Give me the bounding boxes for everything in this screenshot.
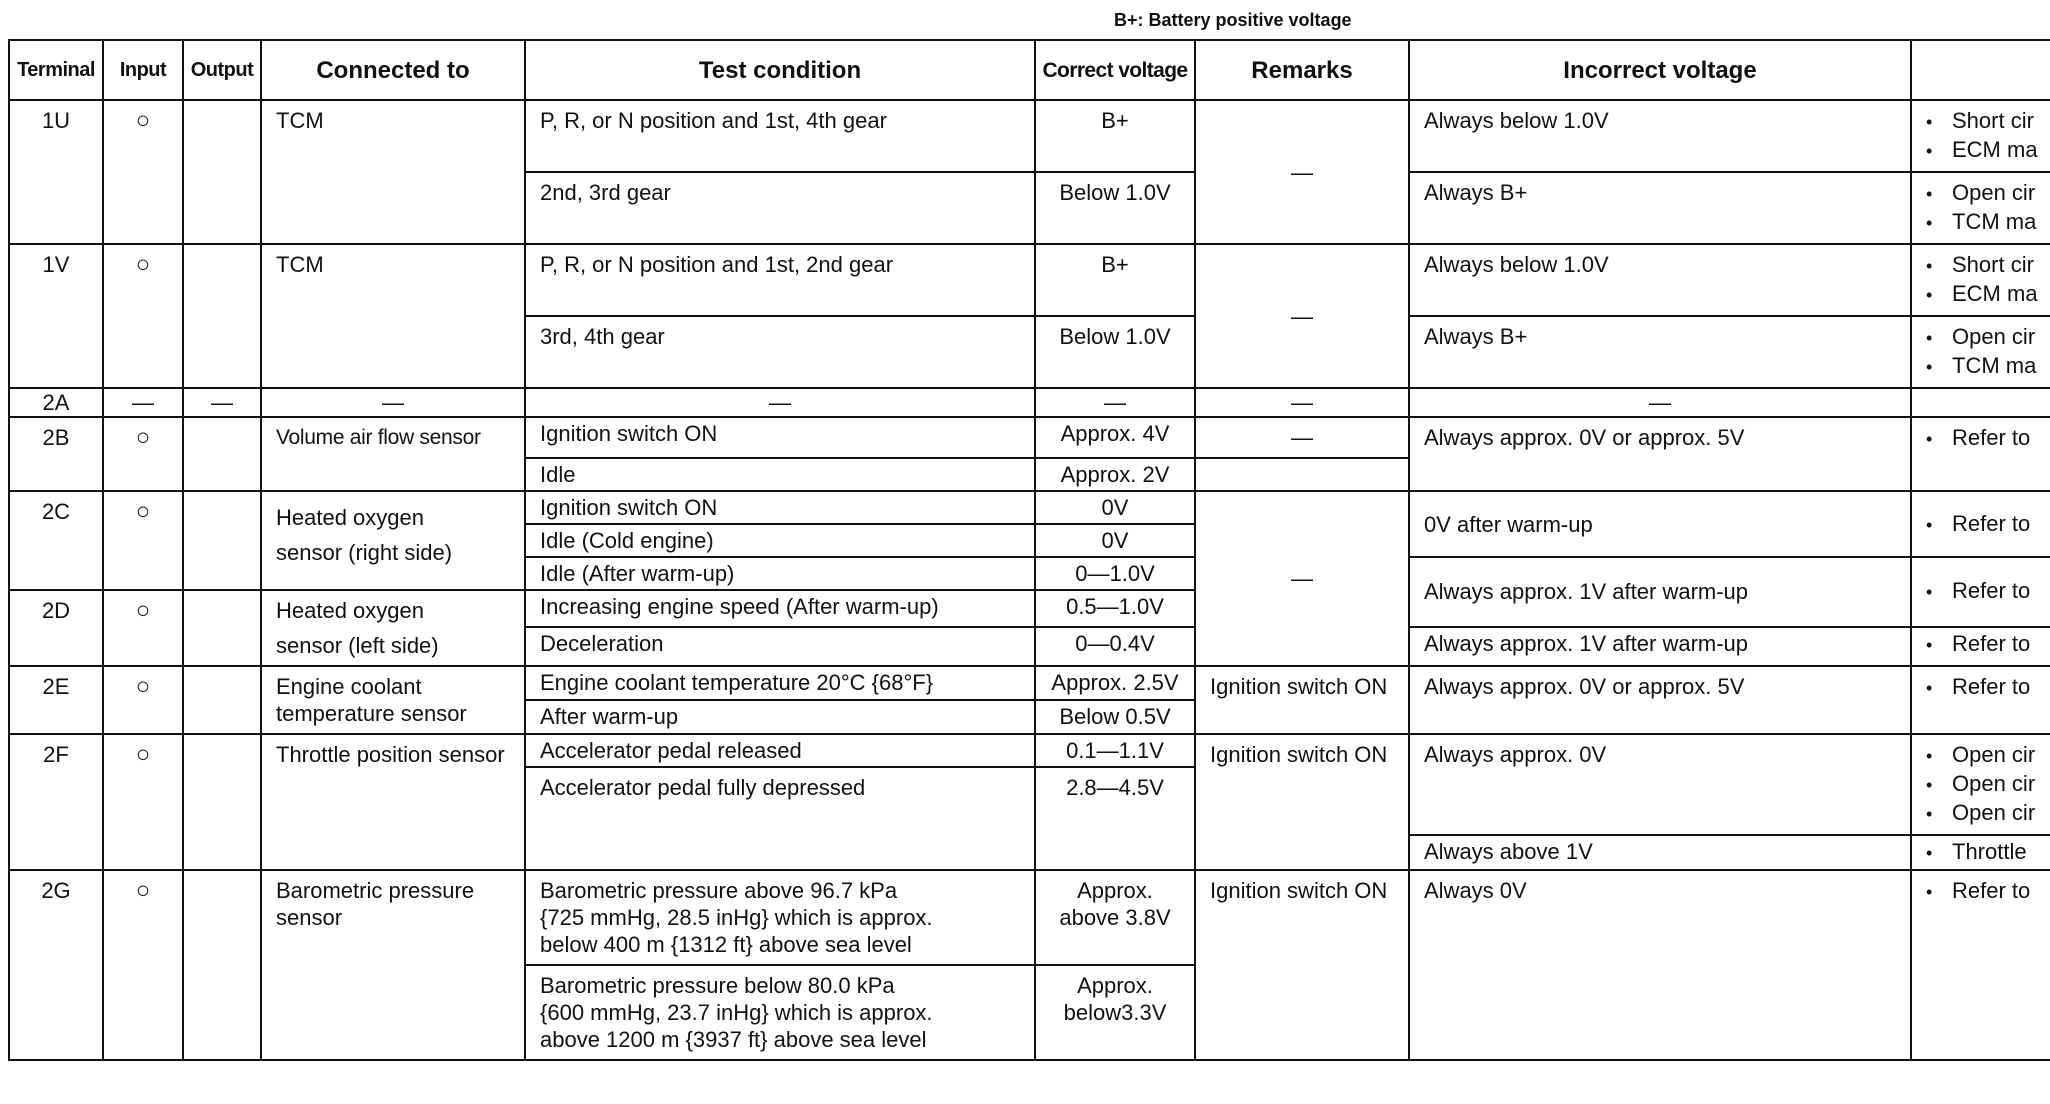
cause-item: • Open cir: [1926, 770, 2039, 799]
correct-voltage-cell: Approx. 2.5V: [1035, 666, 1195, 700]
correct-voltage-cell: 0—0.4V: [1035, 627, 1195, 666]
remarks-cell: Ignition switch ON: [1195, 870, 1409, 1060]
cause-cell: [1911, 388, 2050, 417]
header-row: [9, 40, 2050, 100]
condition-line: {725 mmHg, 28.5 inHg} which is approx.: [540, 905, 933, 930]
cause-item: • ECM ma: [1926, 136, 2039, 165]
remarks-cell: —: [1195, 100, 1409, 244]
incorrect-voltage-cell: Always below 1.0V: [1409, 100, 1911, 172]
test-condition-cell: P, R, or N position and 1st, 2nd gear: [525, 244, 1035, 316]
correct-voltage-cell: Approx. 4V: [1035, 417, 1195, 458]
connected-to-cell: Barometric pressure sensor: [261, 870, 525, 1060]
terminal-cell: 2D: [9, 590, 103, 666]
input-mark: ○: [103, 734, 183, 870]
incorrect-voltage-cell: 0V after warm-up: [1409, 491, 1911, 557]
correct-voltage-cell: 0.5—1.0V: [1035, 590, 1195, 627]
test-condition-cell: Increasing engine speed (After warm-up): [525, 590, 1035, 627]
test-condition-cell: P, R, or N position and 1st, 4th gear: [525, 100, 1035, 172]
correct-voltage-cell: 0V: [1035, 524, 1195, 557]
correct-voltage-cell: 0.1—1.1V: [1035, 734, 1195, 767]
connected-to-line: sensor (left side): [276, 633, 439, 658]
correct-voltage-cell: Below 1.0V: [1035, 316, 1195, 388]
connected-to-cell: Throttle position sensor: [261, 734, 525, 870]
cause-cell: [1911, 491, 2050, 557]
cause-cell: [1911, 557, 2050, 627]
cause-item: • Refer to: [1926, 424, 2039, 453]
cause-cell: [1911, 835, 2050, 870]
incorrect-voltage-cell: Always above 1V: [1409, 835, 1911, 870]
table-row: [9, 244, 2050, 316]
cause-cell: [1911, 417, 2050, 491]
col-correct-voltage: Correct voltage: [1035, 40, 1195, 100]
terminal-cell: 2A: [9, 388, 103, 417]
cause-item: • Open cir: [1926, 179, 2039, 208]
test-condition-cell: After warm-up: [525, 700, 1035, 734]
remarks-cell: —: [1195, 388, 1409, 417]
incorrect-voltage-cell: Always B+: [1409, 316, 1911, 388]
test-condition-cell: [525, 870, 1035, 965]
col-cause: [1911, 40, 2050, 100]
remarks-cell: —: [1195, 244, 1409, 388]
connected-to-cell: [261, 590, 525, 666]
terminal-cell: 2C: [9, 491, 103, 590]
condition-line: below 400 m {1312 ft} above sea level: [540, 932, 912, 957]
voltage-line: Approx.: [1077, 973, 1153, 998]
terminal-cell: 1V: [9, 244, 103, 388]
col-incorrect-voltage: Incorrect voltage: [1409, 40, 1911, 100]
remarks-cell: Ignition switch ON: [1195, 734, 1409, 870]
correct-voltage-cell: Approx. 2V: [1035, 458, 1195, 491]
cause-item: • TCM ma: [1926, 208, 2039, 237]
test-condition-cell: Deceleration: [525, 627, 1035, 666]
col-connected-to: Connected to: [261, 40, 525, 100]
condition-line: Barometric pressure above 96.7 kPa: [540, 878, 898, 903]
col-input: Input: [103, 40, 183, 100]
connected-to-cell: TCM: [261, 100, 525, 244]
cause-cell: [1911, 172, 2050, 244]
correct-voltage-cell: B+: [1035, 244, 1195, 316]
incorrect-voltage-cell: Always approx. 1V after warm-up: [1409, 557, 1911, 627]
table-row: [9, 491, 2050, 524]
incorrect-voltage-cell: Always approx. 0V or approx. 5V: [1409, 417, 1911, 491]
incorrect-voltage-cell: Always below 1.0V: [1409, 244, 1911, 316]
voltage-line: above 3.8V: [1059, 905, 1171, 930]
cause-item: • Refer to: [1926, 510, 2039, 539]
input-mark: ○: [103, 666, 183, 734]
test-condition-cell: Idle (After warm-up): [525, 557, 1035, 590]
terminal-cell: 1U: [9, 100, 103, 244]
output-mark: [183, 491, 261, 590]
table-row: [9, 734, 2050, 767]
test-condition-cell: Engine coolant temperature 20°C {68°F}: [525, 666, 1035, 700]
correct-voltage-cell: [1035, 965, 1195, 1060]
terminal-cell: 2G: [9, 870, 103, 1060]
test-condition-cell: Ignition switch ON: [525, 417, 1035, 458]
cause-cell: [1911, 734, 2050, 835]
input-mark: —: [103, 388, 183, 417]
remarks-cell: [1195, 458, 1409, 491]
cause-cell: [1911, 666, 2050, 734]
table-row: [9, 870, 2050, 965]
table-row: [9, 417, 2050, 458]
col-output: Output: [183, 40, 261, 100]
test-condition-cell: Ignition switch ON: [525, 491, 1035, 524]
cause-item: • Open cir: [1926, 799, 2039, 828]
test-condition-cell: Idle: [525, 458, 1035, 491]
battery-voltage-note: B+: Battery positive voltage: [1114, 10, 1352, 30]
test-condition-cell: 3rd, 4th gear: [525, 316, 1035, 388]
input-mark: ○: [103, 417, 183, 491]
cause-item: • ECM ma: [1926, 280, 2039, 309]
correct-voltage-cell: B+: [1035, 100, 1195, 172]
cause-item: • Throttle: [1926, 838, 2039, 867]
terminal-cell: 2F: [9, 734, 103, 870]
cause-item: • Short cir: [1926, 107, 2039, 136]
test-condition-cell: —: [525, 388, 1035, 417]
test-condition-cell: Accelerator pedal released: [525, 734, 1035, 767]
test-condition-cell: [525, 965, 1035, 1060]
test-condition-cell: Idle (Cold engine): [525, 524, 1035, 557]
correct-voltage-cell: Below 1.0V: [1035, 172, 1195, 244]
connected-to-cell: Volume air flow sensor: [261, 417, 525, 491]
incorrect-voltage-cell: Always 0V: [1409, 870, 1911, 1060]
voltage-line: Approx.: [1077, 878, 1153, 903]
output-mark: [183, 666, 261, 734]
cause-item: • Refer to: [1926, 673, 2039, 702]
cause-cell: [1911, 316, 2050, 388]
condition-line: {600 mmHg, 23.7 inHg} which is approx.: [540, 1000, 933, 1025]
connected-to-cell: Engine coolant temperature sensor: [261, 666, 525, 734]
correct-voltage-cell: 0—1.0V: [1035, 557, 1195, 590]
output-mark: [183, 590, 261, 666]
table-row: [9, 100, 2050, 172]
col-test-condition: Test condition: [525, 40, 1035, 100]
connected-to-cell: —: [261, 388, 525, 417]
correct-voltage-cell: —: [1035, 388, 1195, 417]
cause-cell: [1911, 870, 2050, 1060]
voltage-line: below3.3V: [1063, 1000, 1167, 1025]
col-remarks: Remarks: [1195, 40, 1409, 100]
cause-item: • Refer to: [1926, 877, 2039, 906]
incorrect-voltage-cell: Always approx. 0V: [1409, 734, 1911, 835]
input-mark: ○: [103, 244, 183, 388]
input-mark: ○: [103, 590, 183, 666]
cause-item: • Refer to: [1926, 630, 2039, 659]
col-terminal: Terminal: [9, 40, 103, 100]
output-mark: [183, 417, 261, 491]
input-mark: ○: [103, 870, 183, 1060]
connected-to-line: Heated oxygen: [276, 505, 424, 530]
output-mark: —: [183, 388, 261, 417]
condition-line: Barometric pressure below 80.0 kPa: [540, 973, 895, 998]
correct-voltage-cell: Below 0.5V: [1035, 700, 1195, 734]
remarks-cell: —: [1195, 491, 1409, 666]
condition-line: above 1200 m {3937 ft} above sea level: [540, 1027, 927, 1052]
test-condition-cell: 2nd, 3rd gear: [525, 172, 1035, 244]
connected-to-cell: [261, 491, 525, 590]
input-mark: ○: [103, 491, 183, 590]
incorrect-voltage-cell: Always approx. 1V after warm-up: [1409, 627, 1911, 666]
correct-voltage-cell: 2.8—4.5V: [1035, 767, 1195, 870]
connected-to-cell: TCM: [261, 244, 525, 388]
cause-cell: [1911, 100, 2050, 172]
remarks-cell: —: [1195, 417, 1409, 458]
terminal-voltage-table: [8, 39, 2050, 1061]
output-mark: [183, 734, 261, 870]
remarks-cell: Ignition switch ON: [1195, 666, 1409, 734]
incorrect-voltage-cell: —: [1409, 388, 1911, 417]
cause-item: • Open cir: [1926, 323, 2039, 352]
cause-item: • Refer to: [1926, 577, 2039, 606]
output-mark: [183, 870, 261, 1060]
cause-item: • TCM ma: [1926, 352, 2039, 381]
connected-to-line: sensor (right side): [276, 540, 453, 565]
correct-voltage-cell: 0V: [1035, 491, 1195, 524]
incorrect-voltage-cell: Always B+: [1409, 172, 1911, 244]
terminal-cell: 2B: [9, 417, 103, 491]
output-mark: [183, 244, 261, 388]
terminal-cell: 2E: [9, 666, 103, 734]
input-mark: ○: [103, 100, 183, 244]
table-row: [9, 388, 2050, 417]
cause-item: • Short cir: [1926, 251, 2039, 280]
cause-cell: [1911, 627, 2050, 666]
cause-cell: [1911, 244, 2050, 316]
output-mark: [183, 100, 261, 244]
table-row: [9, 666, 2050, 700]
correct-voltage-cell: [1035, 870, 1195, 965]
test-condition-cell: Accelerator pedal fully depressed: [525, 767, 1035, 870]
cause-item: • Open cir: [1926, 741, 2039, 770]
incorrect-voltage-cell: Always approx. 0V or approx. 5V: [1409, 666, 1911, 734]
connected-to-line: Heated oxygen: [276, 598, 424, 623]
